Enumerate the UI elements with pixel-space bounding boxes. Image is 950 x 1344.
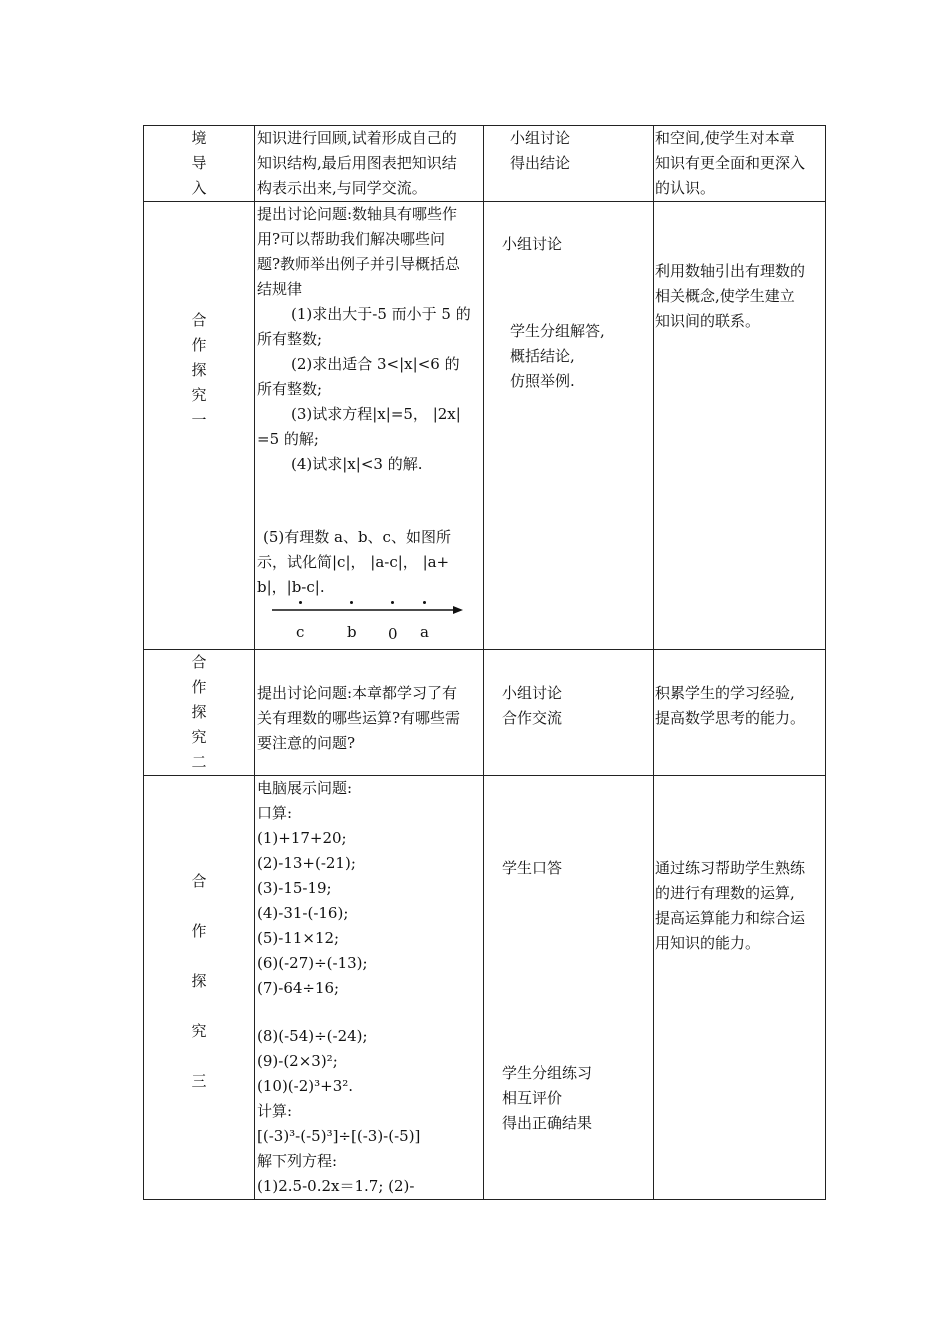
stage-char: 究 [191,1022,207,1040]
exercise-line: (1)2.5-0.2x＝1.7; (2)- [257,1177,415,1195]
content-line: 提出讨论问题:数轴具有哪些作 [257,205,458,223]
goal-line: 利用数轴引出有理数的 [655,262,806,280]
activity-line: 仿照举例. [510,372,575,390]
label-a: a [420,623,429,641]
label-c: c [296,623,305,641]
exercise-line: (4)-31-(-16); [257,904,349,922]
activity-line: 学生分组解答, [510,322,605,340]
content-line: 结规律 [257,280,303,298]
lesson-plan-table [143,125,826,1200]
exercise-line: (1)+17+20; [257,829,347,847]
stage-char: 作 [191,336,207,354]
question-5-cont: 示，试化简|c|， |a-c|， |a+ [257,553,450,571]
point-a-marker [423,601,426,604]
goal-line: 用知识的能力。 [655,934,761,952]
content-line: 构表示出来,与同学交流。 [257,179,427,197]
exercise-line: (5)-11×12; [257,929,340,947]
stage-char: 合 [191,872,207,890]
activity-line: 小组讨论 [502,235,563,253]
stage-char: 合 [191,653,207,671]
stage-char: 究 [191,386,207,404]
goal-line: 知识有更全面和更深入 [655,154,806,172]
content-line: 电脑展示问题: [257,779,353,797]
activity-line: 学生分组练习 [502,1064,593,1082]
point-b-marker [350,601,353,604]
content-cell [255,650,484,776]
stage-char: 一 [191,411,207,429]
question-1: (1)求出大于-5 而小于 5 的 [291,305,471,323]
stage-char: 作 [191,678,207,696]
goal-cell [654,202,826,650]
content-line: 关有理数的哪些运算?有哪些需 [257,709,461,727]
label-b: b [347,623,357,641]
table-row [144,650,826,776]
stage-char: 二 [191,753,207,771]
content-cell [255,202,484,650]
exercise-line: (7)-64÷16; [257,979,340,997]
stage-cell [144,776,255,1200]
activity-cell [484,776,654,1200]
exercise-line: (8)(-54)÷(-24); [257,1027,368,1045]
stage-char: 三 [191,1072,207,1090]
exercise-line: (9)-(2×3)²; [257,1052,338,1070]
activity-line: 得出结论 [510,154,571,172]
goal-line: 提高数学思考的能力。 [655,709,806,727]
goal-cell [654,776,826,1200]
number-line-axis [267,604,467,618]
stage-char: 作 [191,922,207,940]
content-line: 计算: [257,1102,293,1120]
point-c-marker [299,601,302,604]
stage-char: 探 [191,361,207,379]
activity-line: 相互评价 [502,1089,563,1107]
stage-cell [144,650,255,776]
exercise-line: (2)-13+(-21); [257,854,356,872]
activity-cell [484,202,654,650]
label-zero: 0 [388,625,398,643]
stage-char: 导 [191,154,207,172]
content-line: 提出讨论问题:本章都学习了有 [257,684,458,702]
content-line: 解下列方程: [257,1152,338,1170]
stage-cell [144,126,255,202]
goal-line: 相关概念,使学生建立 [655,287,795,305]
content-line: 知识结构,最后用图表把知识结 [257,154,457,172]
goal-line: 提高运算能力和综合运 [655,909,806,927]
content-line: 知识进行回顾,试着形成自己的 [257,129,457,147]
stage-cell [144,202,255,650]
goal-line: 通过练习帮助学生熟练 [655,859,806,877]
content-cell [255,126,484,202]
activity-line: 学生口答 [502,859,563,877]
goal-line: 和空间,使学生对本章 [655,129,795,147]
question-3: (3)试求方程|x|=5， |2x| [291,405,461,423]
stage-char: 究 [191,728,207,746]
content-line: 口算: [257,804,293,822]
question-2-cont: 所有整数; [257,380,323,398]
question-3-cont: =5 的解; [257,430,319,448]
number-line-figure [257,604,481,648]
table-row [144,126,826,202]
activity-cell [484,126,654,202]
content-line: 用?可以帮助我们解决哪些问 [257,230,446,248]
stage-char: 境 [191,129,207,147]
goal-line: 的认识。 [655,179,716,197]
goal-cell [654,650,826,776]
exercise-line: (3)-15-19; [257,879,332,897]
goal-line: 知识间的联系。 [655,312,761,330]
content-cell [255,776,484,1200]
question-5-cont: b|，|b-c|. [257,578,325,596]
stage-char: 入 [191,179,207,197]
exercise-line: (6)(-27)÷(-13); [257,954,368,972]
point-0-marker [391,601,394,604]
goal-line: 的进行有理数的运算, [655,884,795,902]
content-line: 题?教师举出例子并引导概括总 [257,255,461,273]
exercise-line: [(-3)³-(-5)³]÷[(-3)-(-5)] [257,1127,421,1145]
question-4: (4)试求|x|<3 的解. [291,455,423,473]
content-line: 要注意的问题? [257,734,356,752]
activity-line: 小组讨论 [502,684,563,702]
activity-line: 得出正确结果 [502,1114,593,1132]
activity-cell [484,650,654,776]
stage-char: 探 [191,972,207,990]
table-row [144,776,826,1200]
stage-char: 合 [191,311,207,329]
table-row [144,202,826,650]
exercise-line: (10)(-2)³+3². [257,1077,354,1095]
goal-cell [654,126,826,202]
question-5: (5)有理数 a、b、c、如图所 [263,528,451,546]
question-2: (2)求出适合 3<|x|<6 的 [291,355,460,373]
goal-line: 积累学生的学习经验, [655,684,795,702]
stage-char: 探 [191,703,207,721]
question-1-cont: 所有整数; [257,330,323,348]
activity-line: 小组讨论 [510,129,571,147]
activity-line: 概括结论, [510,347,575,365]
activity-line: 合作交流 [502,709,563,727]
